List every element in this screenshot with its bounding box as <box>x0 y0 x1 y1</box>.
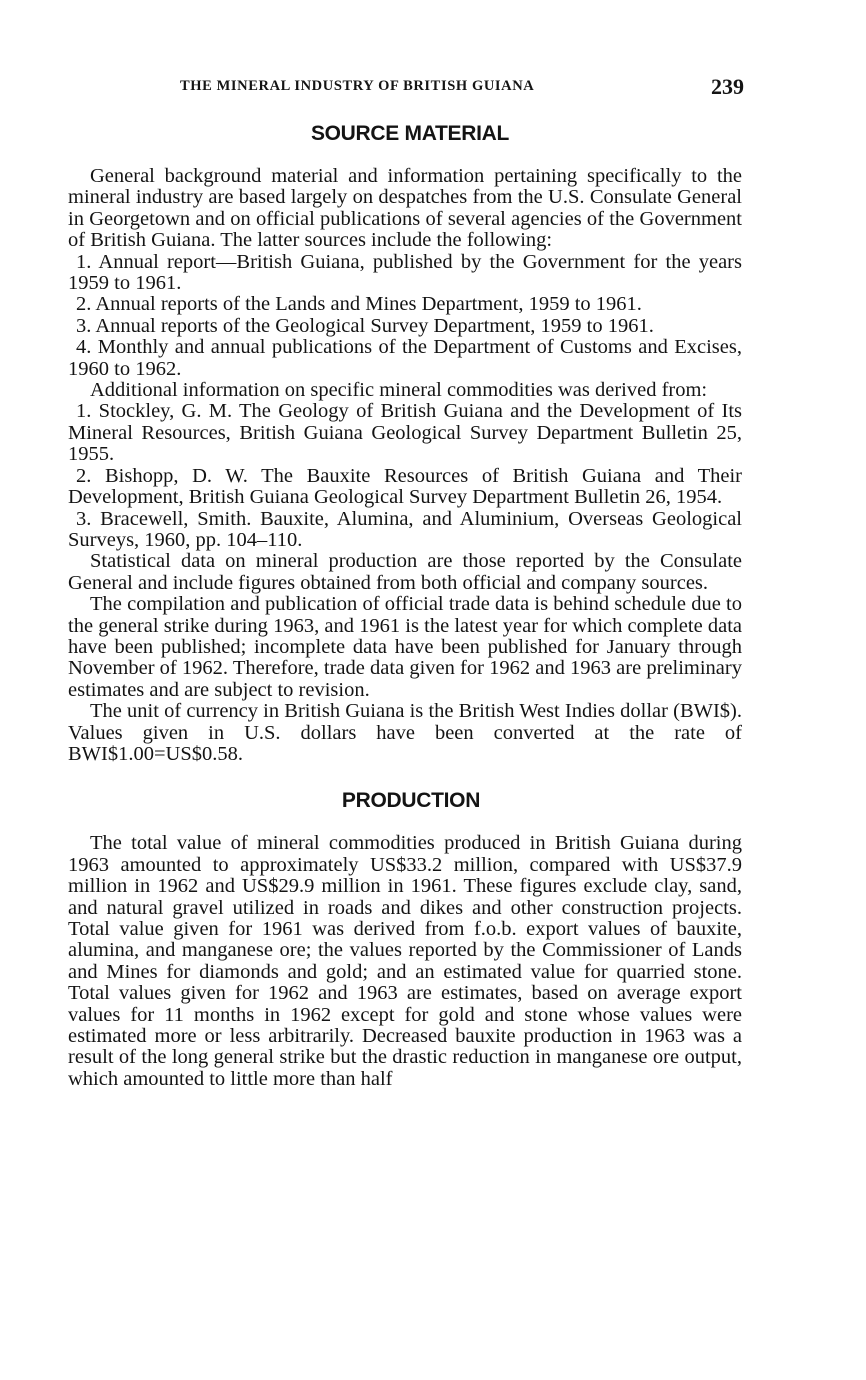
list-item: 2. Annual reports of the Lands and Mines Department, 1959 to 1961. <box>76 293 642 316</box>
paragraph: The total value of mineral commodities produced in British Guiana during 1963 amounted to approximately US$33.2 million, compared with US$37.9 million in 1962 and US$29.9 million in 1961. These figures exclude clay, sand, and natural gravel utilized in roads and dikes and other construction projects. Total value given for 1961 was derived from f.o.b. export values of bauxite, alumina, and manganese ore; the values reported by the Commissioner of Lands and Mines for diamonds and gold; and an estimated value for quarried stone. Total values given for 1962 and 1963 are estimates, based on average export values for 11 months in 1962 except for gold and stone whose values were estimated more or less arbitrarily. Decreased bauxite production in 1963 was a result of the long general strike but the drastic reduction in manganese ore output, which amounted to little more than half <box>68 832 742 1090</box>
list-item: 3. Bracewell, Smith. Bauxite, Alumina, and Aluminium, Overseas Geological Surveys, 1960, pp. 104–110. <box>68 507 742 551</box>
paragraph: Additional information on specific mineral commodities was derived from: <box>90 379 708 402</box>
list-item: 1. Stockley, G. M. The Geology of British Guiana and the Development of Its Mineral Resources, British Guiana Geological Survey Department Bulletin 25, 1955. <box>68 400 742 466</box>
document-page <box>68 74 742 1090</box>
paragraph: The unit of currency in British Guiana is the British West Indies dollar (BWI$). Values given in U.S. dollars have been converted at the rate of BWI$1.00=US$0.58. <box>68 700 742 765</box>
list-item: 4. Monthly and annual publications of the Department of Customs and Excises, 1960 to 1962. <box>68 336 742 380</box>
list-item: 2. Bishopp, D. W. The Bauxite Resources of British Guiana and Their Development, British Guiana Geological Survey Department Bulletin 26, 1954. <box>68 464 742 509</box>
page-number: 239 <box>711 74 744 99</box>
section-heading: PRODUCTION <box>341 789 481 813</box>
production-section <box>68 789 742 1090</box>
running-header <box>68 74 742 108</box>
running-title: THE MINERAL INDUSTRY OF BRITISH GUIANA <box>180 78 535 94</box>
list-item: 1. Annual report—British Guiana, published by the Government for the years 1959 to 1961. <box>68 250 742 295</box>
paragraph: Statistical data on mineral production are those reported by the Consulate General and include figures obtained from both official and company sources. <box>68 550 742 594</box>
section-heading: SOURCE MATERIAL <box>310 122 510 145</box>
source-material-section <box>68 122 742 765</box>
paragraph: General background material and information pertaining specifically to the mineral industry are based largely on despatches from the U.S. Consulate General in Georgetown and on official publications of several agencies of the Government of British Guiana. The latter sources include the following: <box>68 165 742 252</box>
list-item: 3. Annual reports of the Geological Survey Department, 1959 to 1961. <box>76 314 654 337</box>
paragraph: The compilation and publication of official trade data is behind schedule due to the general strike during 1963, and 1961 is the latest year for which complete data have been published; incomplete data have been published for January through November of 1962. Therefore, trade data given for 1962 and 1963 are preliminary estimates and are subject to revision. <box>68 593 742 701</box>
